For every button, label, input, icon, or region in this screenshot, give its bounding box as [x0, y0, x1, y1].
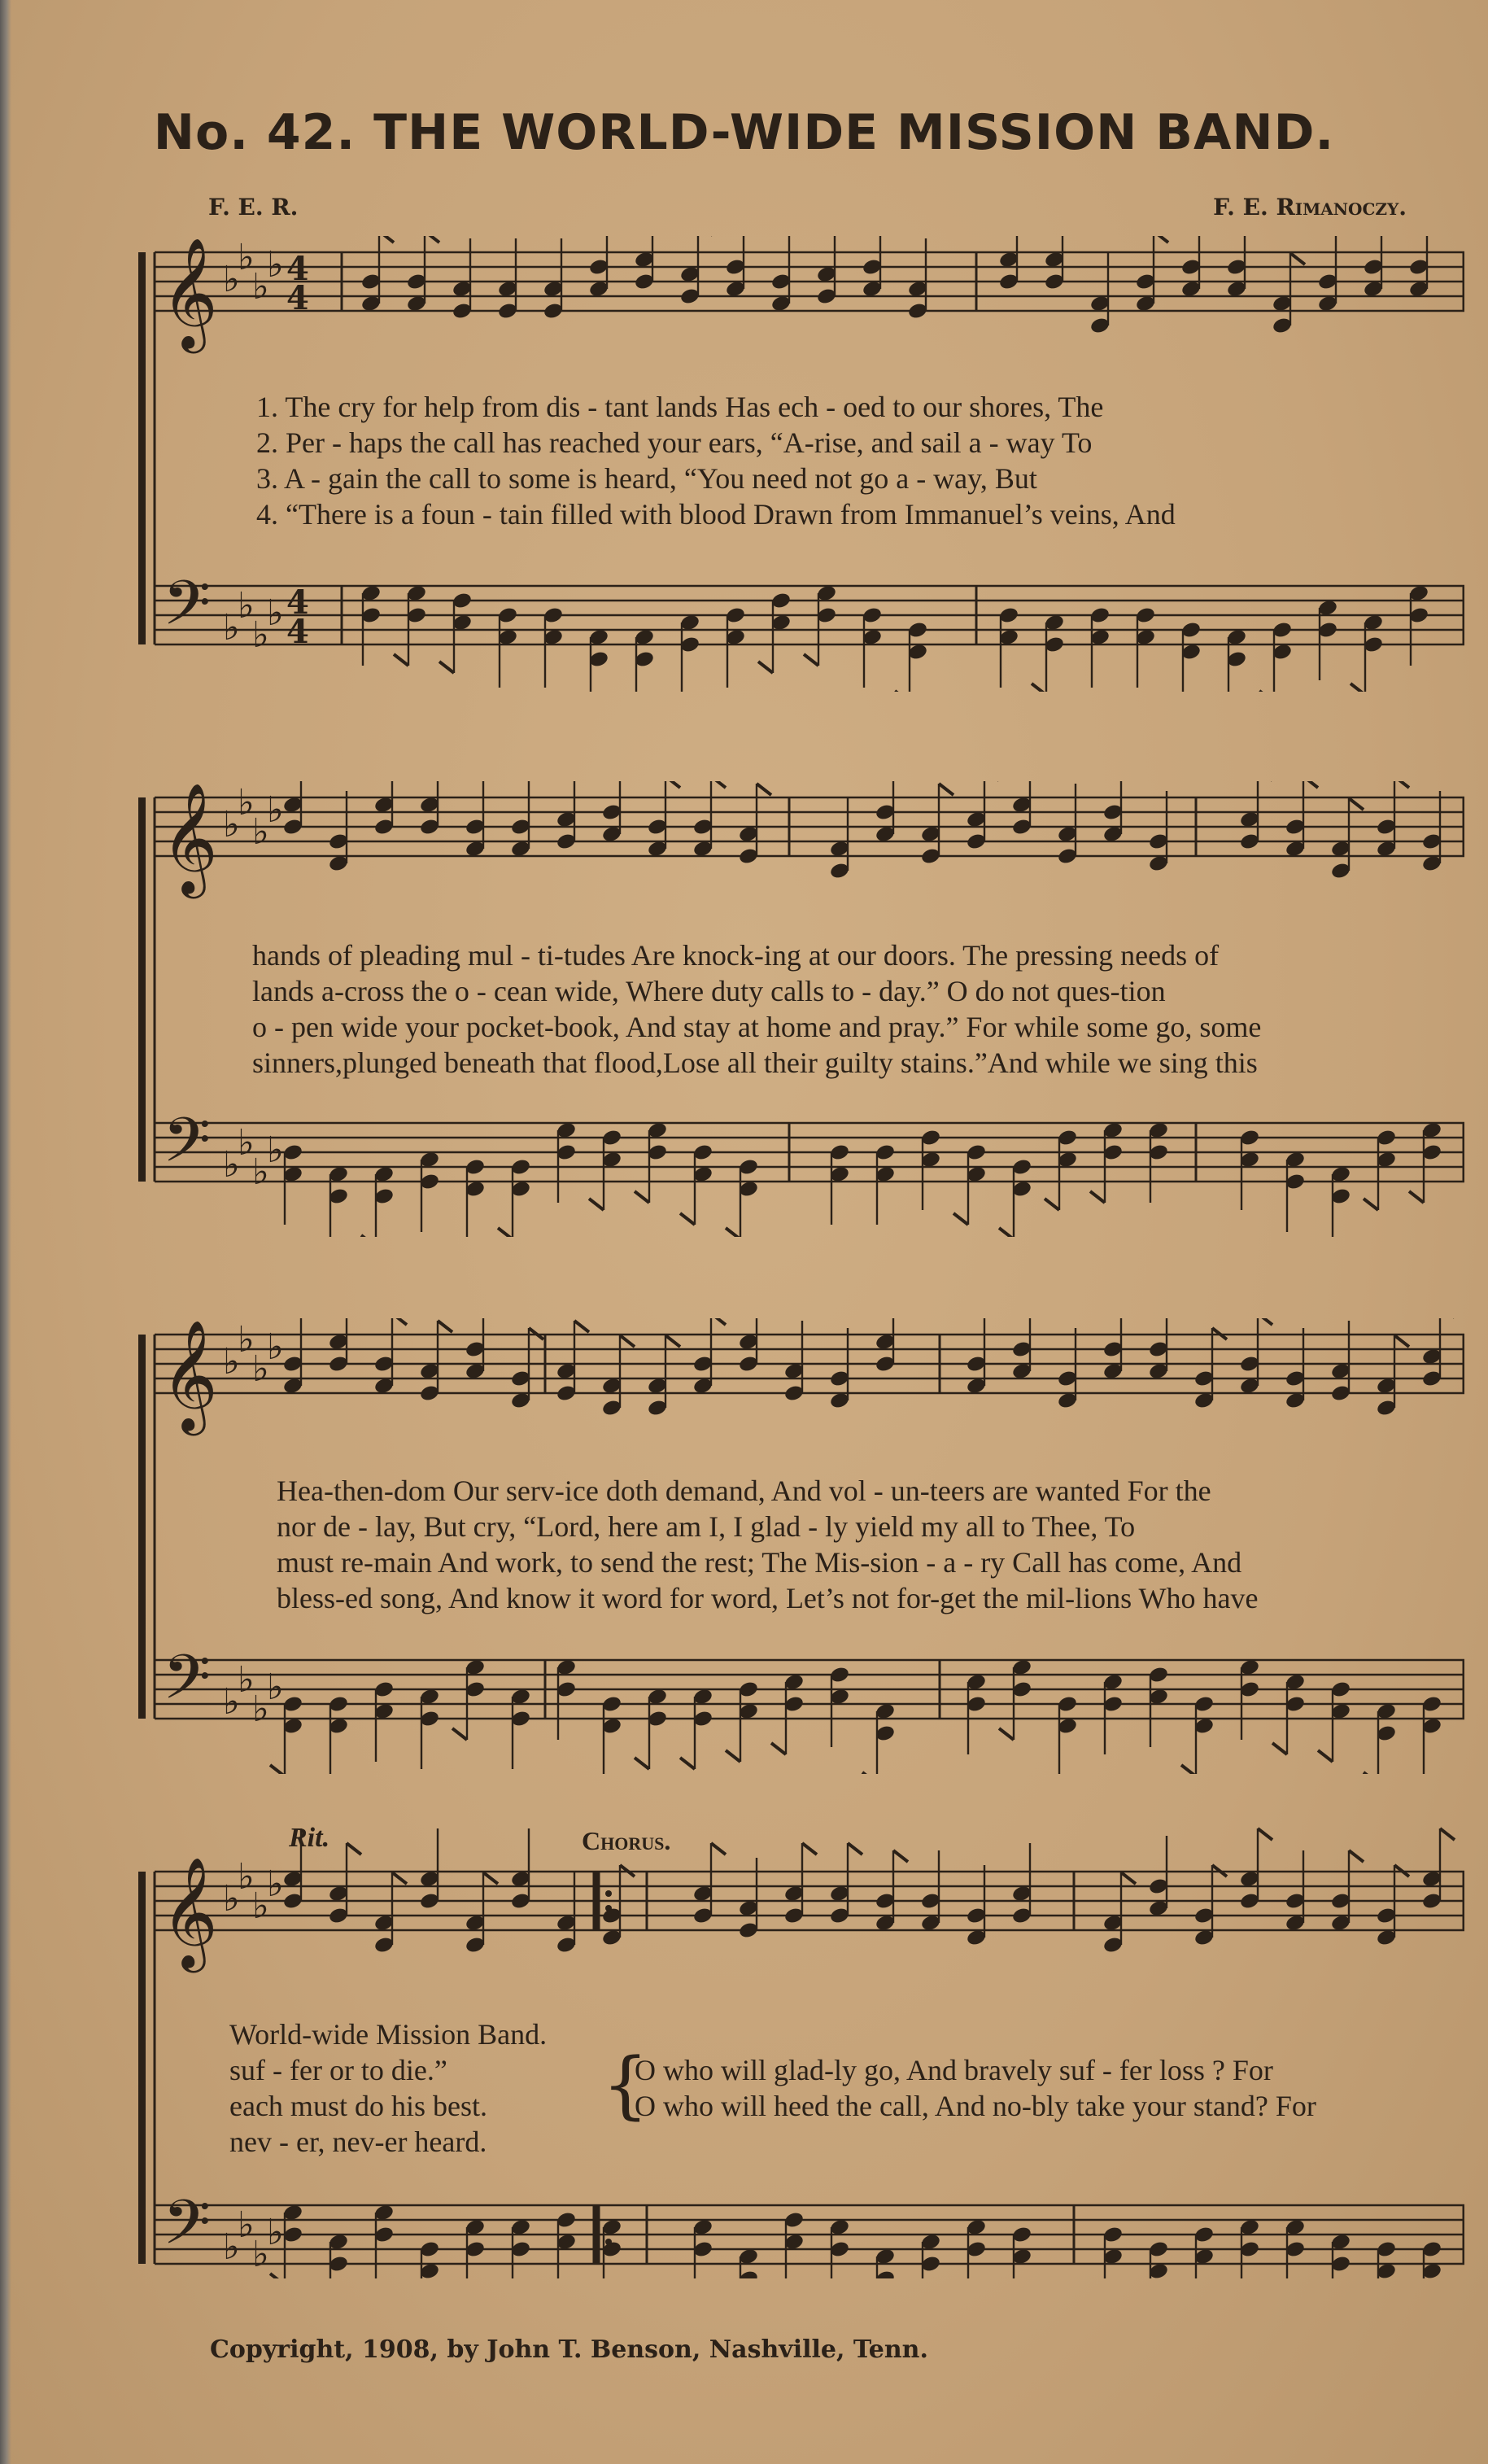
bass-clef: 𝄢 [163, 1641, 212, 1728]
note-flag [939, 784, 953, 795]
verse-line: hands of pleading mul - ti-tudes Are knock-ing at our doors. The pressing needs of [252, 939, 1220, 972]
note-flag [635, 1191, 649, 1203]
flat-sign: ♭ [267, 789, 284, 831]
verse-line: Hea-then-dom Our serv-ice doth demand, And vol - un-teers are wanted For the [277, 1474, 1211, 1507]
note-flag [711, 1318, 726, 1325]
music-system-3 [138, 1318, 1464, 1774]
treble-clef: 𝄞 [161, 1855, 218, 1968]
note-flag [1154, 236, 1168, 242]
bass-clef: 𝄢 [163, 567, 212, 654]
verse-line: O who will glad-ly go, And bravely suf - fer loss ? For [635, 2054, 1273, 2086]
verse-line: World-wide Mission Band. [229, 2018, 548, 2051]
note-flag [1349, 1850, 1364, 1862]
music-system-4 [138, 1823, 1464, 2278]
flat-sign: ♭ [223, 607, 240, 649]
note-flag [771, 1743, 786, 1754]
page-edge-shadow [0, 0, 11, 2464]
note-flag [635, 1758, 649, 1769]
note-flag [483, 1872, 498, 1884]
note-flag [1394, 781, 1409, 788]
note-flag [1364, 1772, 1378, 1774]
note-flag [1121, 1872, 1136, 1884]
hymn-title: No. 42. THE WORLD-WIDE MISSION BAND. [153, 104, 1335, 161]
chorus-lyrics-right [635, 2052, 1316, 2124]
note-flag [394, 654, 408, 666]
time-signature: 4 [286, 583, 309, 622]
note-flag [804, 654, 818, 666]
treble-clef: 𝄞 [161, 1318, 218, 1431]
note-flag [1258, 1318, 1272, 1325]
flat-sign: ♭ [223, 259, 240, 300]
flat-sign: ♭ [252, 1689, 269, 1730]
note-flag [439, 662, 454, 673]
ritardando-marking: Rit. [289, 1823, 330, 1853]
music-system-1 [138, 236, 1464, 692]
flat-sign: ♭ [238, 237, 255, 278]
flat-sign: ♭ [267, 244, 284, 286]
chorus-lyrics-left [229, 2016, 547, 2160]
note-flag [726, 1228, 740, 1237]
flat-sign: ♭ [267, 2212, 284, 2253]
note-flag [893, 1850, 908, 1862]
flat-sign: ♭ [267, 1129, 284, 1171]
note-flag [270, 1765, 285, 1774]
verse-line: 2. Per - haps the call has reached your ears, “A-rise, and sail a - way To [256, 426, 1093, 459]
note-flag [1272, 1743, 1287, 1754]
note-flag [1349, 798, 1364, 810]
flat-sign: ♭ [238, 1856, 255, 1898]
verse-line: lands a-cross the o - cean wide, Where duty calls to - day.” O do not ques-tion [252, 975, 1166, 1007]
note-flag [1409, 1191, 1424, 1203]
time-signature: 4 [286, 279, 309, 317]
composer-credit: F. E. Rimanoczy. [1213, 194, 1407, 221]
note-flag [680, 1213, 695, 1225]
note-flag [1259, 691, 1274, 692]
flat-sign: ♭ [252, 266, 269, 308]
note-flag [1090, 1191, 1105, 1203]
flat-sign: ♭ [238, 1659, 255, 1701]
note-flag [711, 1843, 726, 1855]
note-flag [1303, 781, 1318, 788]
system-bracket [138, 797, 146, 1182]
music-system-2 [138, 781, 1464, 1237]
note-flag [758, 662, 773, 673]
note-flag [953, 1213, 968, 1225]
note-flag [452, 1728, 467, 1740]
note-flag [392, 1318, 407, 1325]
flat-sign: ♭ [252, 1348, 269, 1390]
treble-clef: 𝄞 [161, 781, 218, 893]
note-flag [270, 2274, 285, 2278]
verse-lyrics-2 [252, 937, 1261, 1081]
flat-sign: ♭ [267, 1863, 284, 1905]
note-flag [1394, 1335, 1409, 1347]
repeat-dot [605, 1890, 612, 1897]
flat-sign: ♭ [252, 1885, 269, 1927]
note-flag [680, 1758, 695, 1769]
note-flag [1364, 1199, 1378, 1210]
note-flag [574, 1321, 589, 1332]
system-bracket [138, 1872, 146, 2264]
note-flag [1351, 684, 1365, 692]
note-flag [589, 1199, 604, 1210]
note-flag [347, 1843, 361, 1855]
verse-line: each must do his best. [229, 2090, 487, 2122]
note-flag [392, 1872, 407, 1884]
note-flag [498, 1228, 513, 1237]
flat-sign: ♭ [252, 614, 269, 656]
lyric-brace: { [602, 2042, 649, 2128]
verse-line: 3. A - gain the call to some is heard, “You need not go a - way, But [256, 462, 1037, 495]
flat-sign: ♭ [223, 1681, 240, 1723]
note-flag [1318, 1750, 1333, 1762]
time-signature: 4 [286, 250, 309, 288]
bass-clef: 𝄢 [163, 2187, 212, 2274]
flat-sign: ♭ [238, 2204, 255, 2246]
chorus-marking: Chorus. [582, 1826, 671, 1855]
lyricist-credit: F. E. R. [208, 194, 299, 221]
note-flag [1258, 1828, 1272, 1840]
note-flag [1181, 1765, 1196, 1774]
system-bracket [138, 1335, 146, 1719]
note-flag [895, 691, 910, 692]
verse-line: 1. The cry for help from dis - tant lands Has ech - oed to our shores, The [256, 391, 1104, 423]
note-flag [999, 1228, 1014, 1237]
note-flag [1440, 1828, 1455, 1840]
note-flag [848, 1843, 862, 1855]
note-flag [620, 1335, 635, 1347]
flat-sign: ♭ [223, 1144, 240, 1186]
note-flag [757, 784, 771, 795]
verse-line: nor de - lay, But cry, “Lord, here am I, I glad - ly yield my all to Thee, To [277, 1510, 1136, 1543]
bass-clef: 𝄢 [163, 1104, 212, 1191]
note-flag [438, 1321, 452, 1332]
copyright-notice: Copyright, 1908, by John T. Benson, Nashville, Tenn. [210, 2335, 928, 2364]
note-flag [361, 1235, 376, 1237]
flat-sign: ♭ [238, 1122, 255, 1164]
flat-sign: ♭ [267, 592, 284, 634]
flat-sign: ♭ [223, 2226, 240, 2268]
verse-line: must re-main And work, to send the rest; The Mis-sion - a - ry Call has come, And [277, 1546, 1242, 1579]
treble-clef: 𝄞 [161, 236, 218, 348]
note-flag [665, 781, 680, 788]
verse-lyrics-3 [277, 1473, 1258, 1616]
note-flag [726, 1750, 740, 1762]
note-flag [802, 1843, 817, 1855]
flat-sign: ♭ [267, 1326, 284, 1368]
flat-sign: ♭ [223, 804, 240, 845]
flat-sign: ♭ [223, 1341, 240, 1383]
note-flag [1032, 684, 1046, 692]
note-flag [862, 1772, 877, 1774]
verse-lyrics-1 [256, 389, 1176, 532]
note-flag [665, 1335, 680, 1347]
note-flag [1290, 253, 1305, 264]
flat-sign: ♭ [238, 1319, 255, 1361]
verse-line: sinners,plunged beneath that flood,Lose all their guilty stains.”And while we sing this [252, 1046, 1258, 1079]
system-bracket [138, 252, 146, 644]
verse-line: o - pen wide your pocket-book, And stay at home and pray.” For while some go, some [252, 1011, 1262, 1043]
flat-sign: ♭ [252, 1151, 269, 1193]
note-flag [999, 1728, 1014, 1740]
verse-line: bless-ed song, And know it word for word, Let’s not for-get the mil-lions Who have [277, 1582, 1259, 1614]
verse-line: nev - er, nev-er heard. [229, 2125, 487, 2158]
note-flag [425, 236, 439, 242]
flat-sign: ♭ [267, 1667, 284, 1708]
verse-line: suf - fer or to die.” [229, 2054, 447, 2086]
verse-line: O who will heed the call, And no-bly take your stand? For [635, 2090, 1316, 2122]
note-flag [711, 781, 726, 788]
note-flag [379, 236, 394, 242]
time-signature: 4 [286, 613, 309, 651]
flat-sign: ♭ [238, 585, 255, 627]
flat-sign: ♭ [223, 1878, 240, 1920]
flat-sign: ♭ [238, 782, 255, 824]
flat-sign: ♭ [252, 2234, 269, 2275]
verse-line: 4. “There is a foun - tain filled with blood Drawn from Immanuel’s veins, And [256, 498, 1176, 531]
note-flag [1045, 1199, 1059, 1210]
flat-sign: ♭ [252, 811, 269, 853]
